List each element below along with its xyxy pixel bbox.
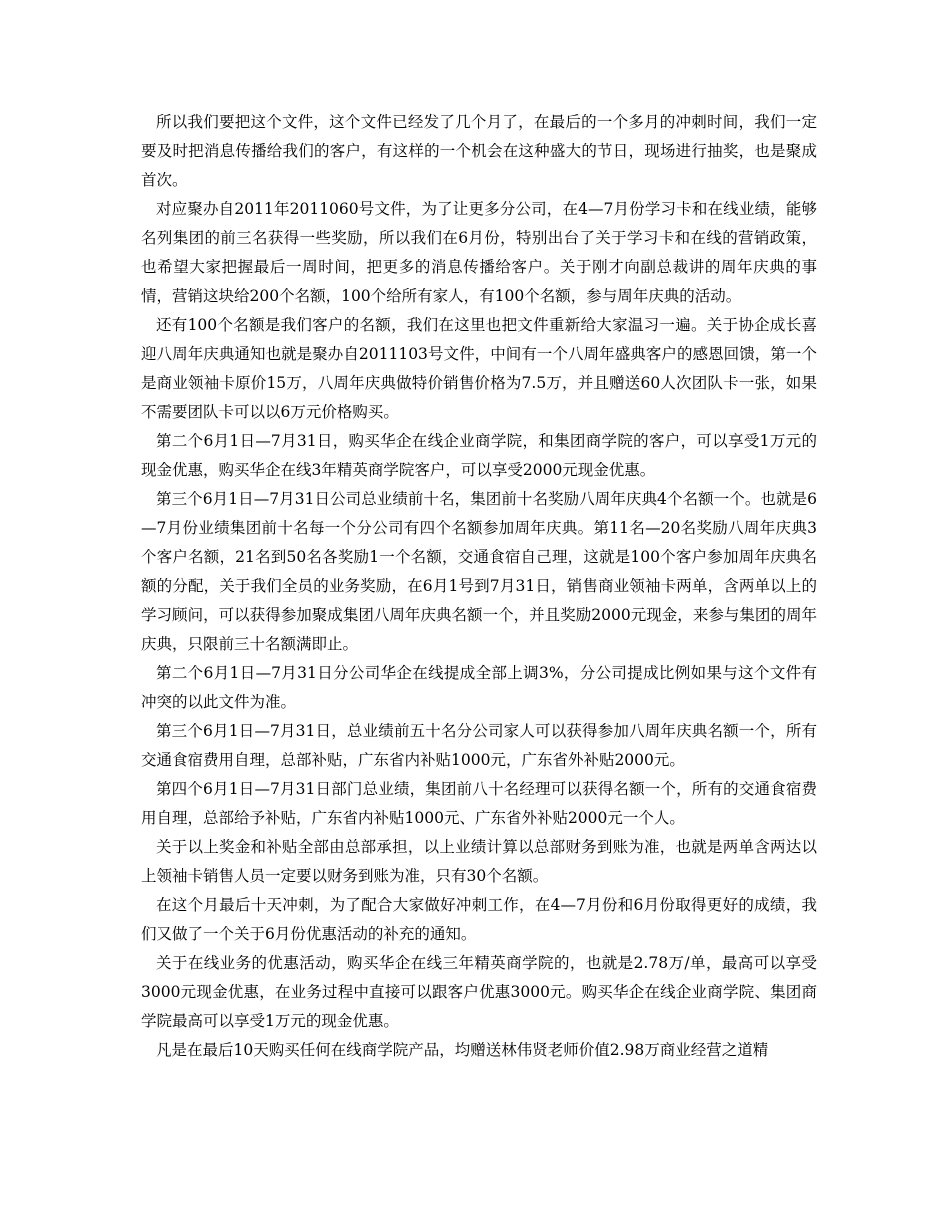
paragraph: 关于在线业务的优惠活动，购买华企在线三年精英商学院的，也就是2.78万/单，最高可以享受3000元现金优惠，在业务过程中直接可以跟客户优惠3000元。购买华企在线企业商学院、集团商学院最高可以享受1万元的现金优惠。 <box>141 954 817 1030</box>
paragraph: 还有100个名额是我们客户的名额，我们在这里也把文件重新给大家温习一遍。关于协企成长喜迎八周年庆典通知也就是聚办自2011103号文件，中间有一个八周年盛典客户的感恩回馈，第一个是商业领袖卡原价15万，八周年庆典做特价销售价格为7.5万，并且赠送60人次团队卡一张，如果不需要团队卡可以以6万元价格购买。 <box>141 316 817 421</box>
paragraph: 在这个月最后十天冲刺，为了配合大家做好冲刺工作，在4—7月份和6月份取得更好的成绩，我们又做了一个关于6月份优惠活动的补充的通知。 <box>141 896 817 943</box>
paragraph: 第二个6月1日—7月31日，购买华企在线企业商学院，和集团商学院的客户，可以享受1万元的现金优惠，购买华企在线3年精英商学院客户，可以享受2000元现金优惠。 <box>141 432 817 479</box>
paragraph: 凡是在最后10天购买任何在线商学院产品，均赠送林伟贤老师价值2.98万商业经营之道精 <box>156 1041 769 1059</box>
paragraph: 第四个6月1日—7月31日部门总业绩，集团前八十名经理可以获得名额一个，所有的交通食宿费用自理，总部给予补贴，广东省内补贴1000元、广东省外补贴2000元一个人。 <box>141 780 817 827</box>
paragraph: 对应聚办自2011年2011060号文件，为了让更多分公司，在4—7月份学习卡和在线业绩，能够名列集团的前三名获得一些奖励，所以我们在6月份，特别出台了关于学习卡和在线的营销政策，也希望大家把握最后一周时间，把更多的消息传播给客户。关于刚才向副总裁讲的周年庆典的事情，营销这块给200个名额，100个给所有家人，有100个名额，参与周年庆典的活动。 <box>141 200 817 305</box>
document-body <box>141 108 817 1065</box>
paragraph: 关于以上奖金和补贴全部由总部承担，以上业绩计算以总部财务到账为准，也就是两单含两达以上领袖卡销售人员一定要以财务到账为准，只有30个名额。 <box>141 838 817 885</box>
paragraph: 第二个6月1日—7月31日分公司华企在线提成全部上调3%，分公司提成比例如果与这个文件有冲突的以此文件为准。 <box>141 664 817 711</box>
paragraph: 第三个6月1日—7月31日公司总业绩前十名，集团前十名奖励八周年庆典4个名额一个。也就是6—7月份业绩集团前十名每一个分公司有四个名额参加周年庆典。第11名—20名奖励八周年庆典3个客户名额，21名到50名各奖励1一个名额，交通食宿自己理，这就是100个客户参加周年庆典名额的分配，关于我们全员的业务奖励，在6月1号到7月31日，销售商业领袖卡两单，含两单以上的学习顾问，可以获得参加聚成集团八周年庆典名额一个，并且奖励2000元现金，来参与集团的周年庆典，只限前三十名额满即止。 <box>141 490 817 653</box>
paragraph: 所以我们要把这个文件，这个文件已经发了几个月了，在最后的一个多月的冲刺时间，我们一定要及时把消息传播给我们的客户，有这样的一个机会在这种盛大的节日，现场进行抽奖，也是聚成首次。 <box>141 113 817 189</box>
paragraph: 第三个6月1日—7月31日，总业绩前五十名分公司家人可以获得参加八周年庆典名额一个，所有交通食宿费用自理，总部补贴，广东省内补贴1000元，广东省外补贴2000元。 <box>141 722 817 769</box>
